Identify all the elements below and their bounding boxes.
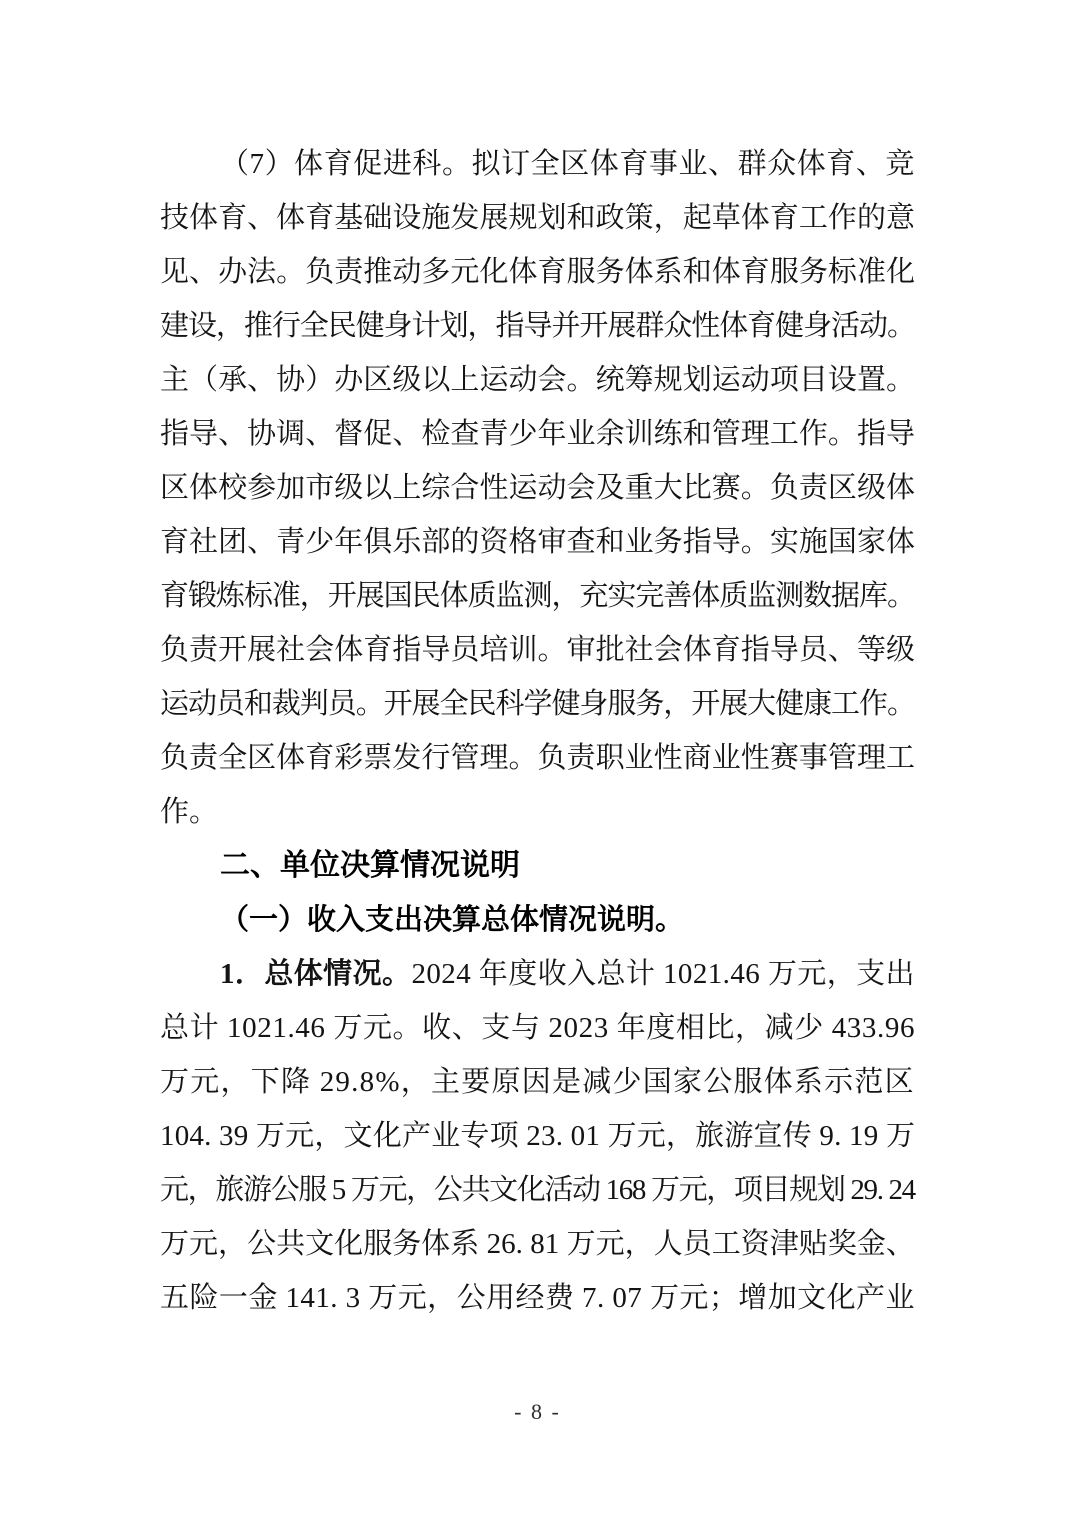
text-line: 技体育、体育基础设施发展规划和政策，起草体育工作的意 [160,202,916,234]
subsection-heading: （一）收入支出决算总体情况说明。 [220,904,685,936]
text-line: 万元，公共文化服务体系 26. 81 万元，人员工资津贴奖金、 [160,1228,915,1260]
paragraph-lead-rest: 2024 年度收入总计 1021.46 万元，支出 [411,958,915,990]
text-line: 运动员和裁判员。开展全民科学健身服务，开展大健康工作。 [160,688,915,720]
text-line [160,947,915,1001]
text-line: 五险一金 141. 3 万元，公用经费 7. 07 万元；增加文化产业 [160,1282,915,1314]
text-line: 育社团、青少年俱乐部的资格审查和业务指导。实施国家体 [160,526,916,558]
page-number: - 8 - [514,1399,561,1424]
text-line: 负责开展社会体育指导员培训。审批社会体育指导员、等级 [160,634,916,666]
text-line: 元，旅游公服 5 万元，公共文化活动 168 万元，项目规划 29. 24 [160,1174,915,1206]
text-line: 总计 1021.46 万元。收、支与 2023 年度相比，减少 433.96 [160,1012,916,1044]
text-line: 见、办法。负责推动多元化体育服务体系和体育服务标准化 [160,256,916,288]
text-line: 建设，推行全民健身计划，指导并开展群众性体育健身活动。 [160,310,915,342]
text-line: 负责全区体育彩票发行管理。负责职业性商业性赛事管理工 [160,742,916,774]
text-line: 育锻炼标准，开展国民体质监测，充实完善体质监测数据库。 [160,580,915,612]
text-line: 指导、协调、督促、检查青少年业余训练和管理工作。指导 [160,418,916,450]
text-line: 主（承、协）办区级以上运动会。统筹规划运动项目设置。 [160,364,916,396]
text-line: （7）体育促进科。拟订全区体育事业、群众体育、竞 [220,148,915,180]
section-heading: 二、单位决算情况说明 [220,849,520,882]
text-line: 万元，下降 29.8%，主要原因是减少国家公服体系示范区 [160,1066,915,1098]
document-body [160,137,915,1325]
page-footer [0,1398,1075,1426]
text-line: 作。 [160,796,219,828]
paragraph-lead-bold: 1．总体情况。 [220,958,412,990]
paragraph-overall-situation [160,947,915,1325]
text-line: 区体校参加市级以上综合性运动会及重大比赛。负责区级体 [160,472,916,504]
text-line: 104. 39 万元，文化产业专项 23. 01 万元，旅游宣传 9. 19 万 [160,1120,916,1152]
paragraph-sports-promotion [160,137,915,839]
